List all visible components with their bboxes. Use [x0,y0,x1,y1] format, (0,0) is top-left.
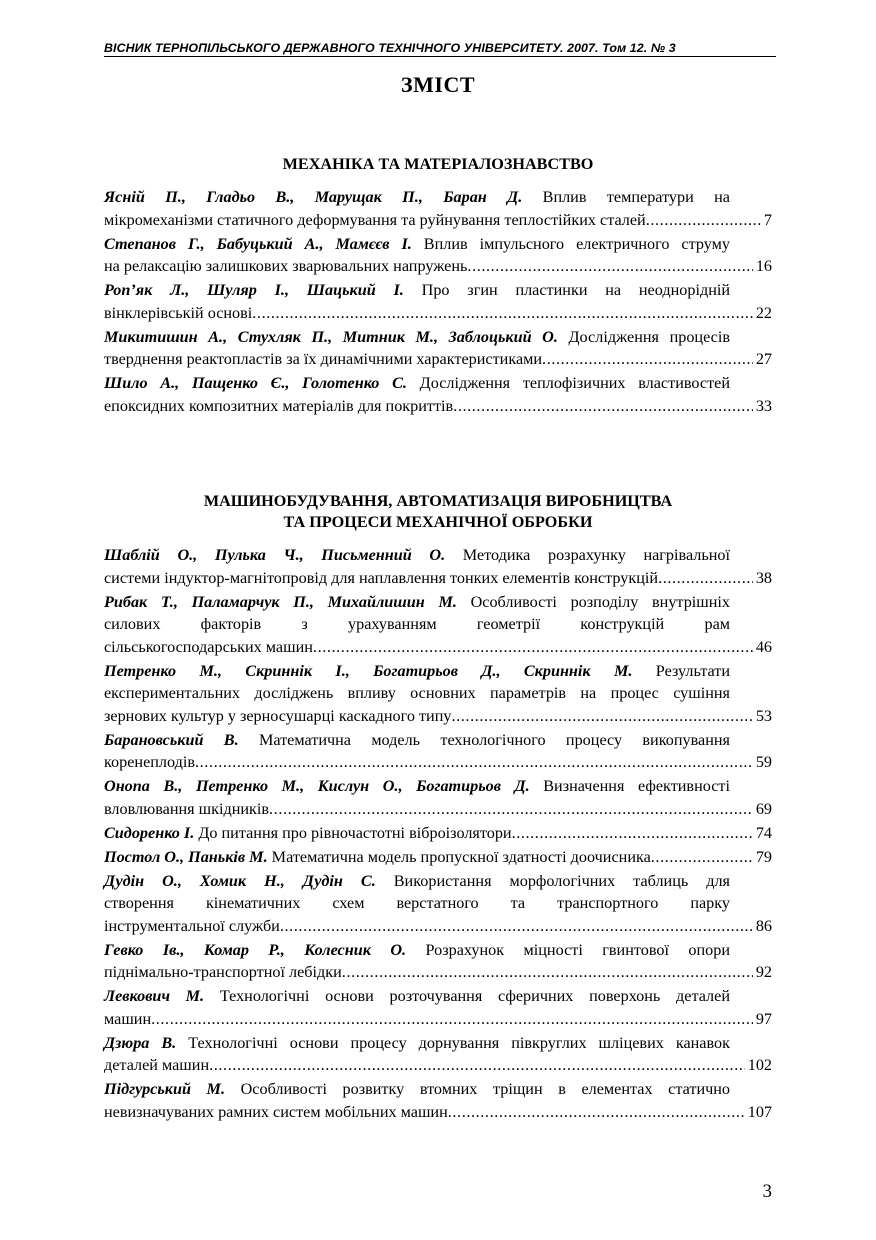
toc-entry-first-line [104,1078,730,1101]
toc-title-start: Про згин пластинки на неоднорідній [421,281,731,299]
toc-title: Математична модель пропускної здатності доочисника [271,847,651,866]
toc-entry [104,372,772,417]
dot-leader [646,209,761,232]
section-heading-mechanics: МЕХАНІКА ТА МАТЕРІАЛОЗНАВСТВО [282,155,594,173]
toc-entry-first-line [104,591,730,614]
toc-entry-first-line [104,775,730,798]
toc-entry-last-line [104,1054,772,1077]
toc-title-end: невизначуваних рамних систем мобільних машин [104,1102,448,1121]
toc-title-start: Вплив температури на [542,188,730,206]
toc-entry-first-line [104,939,730,962]
toc-title-start: Дослідження процесів [568,327,730,346]
toc-entry-last-line [104,961,772,984]
toc-entry [104,544,772,589]
toc-entry [104,985,772,1030]
toc-entry [104,1078,772,1123]
toc-authors: Шаблій О., Пулька Ч., Письменний О. [104,546,446,564]
toc-title-end: системи індуктор-магнітопровід для наплавлення тонких елементів конструкцій [104,568,659,587]
toc-entry-last-line [104,636,772,659]
toc-entry-first-line [104,544,730,567]
dot-leader [151,1008,753,1031]
toc-entry-last-line [104,705,772,728]
dot-leader [252,302,753,325]
toc-title-start: Дослідження теплофізичних властивостей [419,374,730,392]
toc-authors: Петренко М., Скриннік І., Богатирьов Д., Скриннік М. [104,661,633,680]
dot-leader [512,822,753,845]
dot-leader [658,567,753,590]
toc-entry-last-line [104,751,772,774]
toc-title-start: Методика розрахунку нагрівальної [462,546,730,564]
toc-page-number: 38 [755,568,772,587]
toc-entry-last-line [104,798,772,821]
toc-title-end: зернових культур у зерносушарці каскадного типу [104,706,452,725]
toc-entry-first-line [104,186,730,209]
toc-page-number: 59 [755,753,772,771]
toc-entry [104,729,772,774]
toc-title-start: Результати [655,661,731,680]
toc-entry-first-line [104,233,730,256]
dot-leader [453,395,753,418]
toc-entry [104,846,772,869]
toc-page-number: 27 [755,350,772,368]
toc-entry-last-line [104,567,772,590]
toc-title-start: Використання морфологічних таблиць для [393,871,730,890]
toc-entry-text [104,846,651,869]
toc-page-number: 53 [755,706,772,725]
toc-title-start: Особливості розвитку втомних тріщин в елементах статично [240,1080,731,1098]
toc-title-middle: створення кінематичних схем верстатного та транспортного парку [104,894,730,912]
toc-authors: Ясній П., Гладьо В., Марущак П., Баран Д. [104,188,523,206]
toc-title-end: епоксидних композитних матеріалів для покриттів [104,396,454,415]
journal-header: ВІСНИК ТЕРНОПІЛЬСЬКОГО ДЕРЖАВНОГО ТЕХНІЧНОГО УНІВЕРСИТЕТУ. 2007. Том 12. № 3 [104,41,776,57]
toc-page-number: 107 [747,1102,772,1121]
dot-leader [542,348,753,371]
toc-entry [104,326,772,371]
section-heading-line: МАШИНОБУДУВАННЯ, АВТОМАТИЗАЦІЯ ВИРОБНИЦТВА [203,492,673,510]
toc-authors: Онопа В., Петренко М., Кислун О., Богатирьов Д. [104,777,530,795]
toc-title: До питання про рівночастотні віброізолятори [198,823,512,842]
dot-leader [448,1101,745,1124]
toc-entry [104,233,772,278]
toc-authors: Шило А., Пащенко Є., Голотенко С. [104,374,407,392]
toc-page-number: 7 [763,210,772,229]
dot-leader [195,751,753,774]
toc-authors: Рибак Т., Паламарчук П., Михайлишин М. [104,592,457,611]
toc-authors: Дудін О., Хомик Н., Дудін С. [104,871,376,890]
toc-entry [104,1032,772,1077]
toc-title-end: інструментальної служби [104,916,280,935]
toc-entry-last-line [104,1101,772,1124]
toc-entry-first-line [104,372,730,395]
toc-title-end: мікромеханізми статичного деформування та руйнування теплостійких сталей [104,210,646,229]
page-title: ЗМІСТ [401,72,475,97]
toc-entry-first-line [104,870,730,893]
toc-title-end: коренеплодів [104,753,196,771]
toc-entry-first-line [104,326,730,349]
toc-page-number: 46 [755,637,772,656]
toc-title-end: на релаксацію залишкових зварювальних напружень [104,257,468,275]
toc-title-end: піднімально-транспортної лебідки [104,963,342,981]
toc-title-start: Розрахунок міцності гвинтової опори [425,940,730,959]
toc-entry-first-line [104,279,730,302]
toc-page-number: 33 [755,396,772,415]
toc-entry [104,186,772,231]
dot-leader [651,846,753,869]
toc-page-number: 97 [755,1009,772,1028]
toc-title-end: деталей машин [104,1056,210,1074]
toc-entry-last-line [104,255,772,278]
toc-title-middle: експериментальних досліджень впливу основних параметрів на процес сушіння [104,684,730,702]
toc-entry-last-line [104,1008,772,1031]
section-heading-line: ТА ПРОЦЕСИ МЕХАНІЧНОЇ ОБРОБКИ [283,513,593,531]
toc-title-end: машин [104,1009,152,1028]
toc-title-end: вловлювання шкідників [104,799,270,818]
toc-entry-last-line [104,348,772,371]
toc-entry [104,822,772,845]
page-number: 3 [762,1181,772,1202]
toc-title-end: сільськогосподарських машин [104,637,313,656]
dot-leader [313,636,753,659]
toc-entry [104,591,772,659]
toc-authors: Микитишин А., Стухляк П., Митник М., Заблоцький О. [104,327,558,346]
toc-page-number: 92 [755,963,772,981]
toc-page-number: 86 [755,916,772,935]
toc-page-number: 74 [755,823,772,842]
toc-authors: Левкович М. [104,987,205,1005]
toc-entry [104,775,772,820]
dot-leader [269,798,753,821]
toc-title-start: Технологічні основи процесу дорнування півкруглих шліцевих канавок [188,1033,730,1052]
toc-entry [104,279,772,324]
toc-page-number: 79 [755,847,772,866]
toc-entry [104,660,772,728]
toc-title-start: Особливості розподілу внутрішніх [470,592,731,611]
section-entries-mechanics [104,186,772,419]
toc-entry-first-line [104,729,730,752]
toc-entry [104,939,772,984]
toc-authors: Роп’як Л., Шуляр І., Шацький І. [104,281,404,299]
toc-authors: Степанов Г., Бабуцький А., Мамєєв І. [104,234,412,253]
toc-entry-last-line [104,915,772,938]
dot-leader [209,1054,745,1077]
toc-entry-last-line [104,395,772,418]
toc-authors: Постол О., Паньків М. [104,847,268,866]
toc-title-start: Вплив імпульсного електричного струму [423,234,730,253]
toc-page-number: 69 [755,799,772,818]
toc-title-middle: силових факторів з урахуванням геометрії конструкцій рам [104,615,730,633]
section-heading-engineering [0,491,876,533]
toc-page-number: 102 [747,1056,772,1074]
toc-entry-line [104,846,772,869]
toc-entry-last-line [104,302,772,325]
section-entries-engineering [104,544,772,1125]
dot-leader [451,705,752,728]
toc-authors: Підгурський М. [104,1080,225,1098]
toc-title-start: Технологічні основи розточування сферичних поверхонь деталей [219,987,730,1005]
toc-page-number: 16 [755,257,772,275]
toc-authors: Сидоренко І. [104,823,195,842]
toc-title-end: тверднення реактопластів за їх динамічними характеристиками [104,350,543,368]
toc-entry-line [104,822,772,845]
toc-title-start: Математична модель технологічного процесу викопування [258,730,730,749]
toc-entry-first-line [104,660,730,683]
dot-leader [280,915,753,938]
toc-authors: Барановський В. [104,730,239,749]
toc-entry-first-line [104,985,730,1008]
dot-leader [467,255,752,278]
toc-authors: Гевко Ів., Комар Р., Колесник О. [104,940,407,959]
toc-entry-text [104,822,512,845]
toc-entry [104,870,772,938]
dot-leader [342,961,753,984]
toc-entry-last-line [104,209,772,232]
toc-title-start: Визначення ефективності [543,777,730,795]
toc-title-end: вінклерівській основі [104,303,253,322]
toc-entry-first-line [104,1032,730,1055]
toc-authors: Дзюра В. [104,1033,177,1052]
toc-page-number: 22 [755,303,772,322]
